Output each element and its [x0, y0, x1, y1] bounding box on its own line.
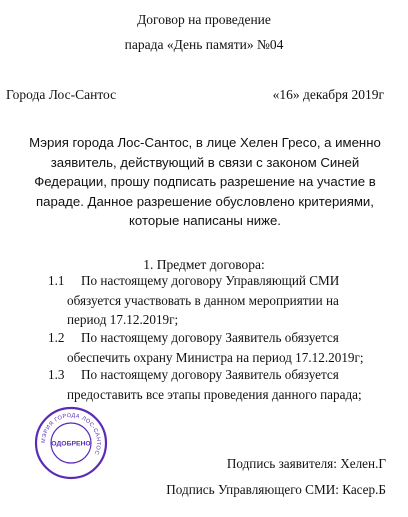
- stamp-center-text: ОДОБРЕНО: [51, 440, 91, 448]
- signature-manager: Подпись Управляющего СМИ: Касер.Б: [166, 482, 386, 497]
- date-label: «16» декабря 2019г: [272, 87, 384, 102]
- intro-line: которые написаны ниже.: [129, 213, 281, 228]
- intro-line: параде. Данное разрешение обусловлено критериями,: [36, 193, 374, 209]
- title-line-2: парада «День памяти» №04: [124, 37, 284, 52]
- item-text: обеспечить охрану Министра на период 17.12.2019г;: [67, 349, 364, 365]
- item-text: предоставить все этапы проведения данного парада;: [67, 386, 362, 402]
- title-line-1: Договор на проведение: [137, 12, 271, 27]
- item-text: По настоящему договору Заявитель обязуется: [81, 367, 339, 382]
- section-heading: 1. Предмет договора:: [143, 257, 265, 272]
- item-text: По настоящему договору Управляющий СМИ: [81, 273, 340, 288]
- item-text: период 17.12.2019г;: [67, 312, 179, 327]
- item-text: обязуется участвовать в данном мероприятии на: [67, 292, 339, 308]
- item-number: 1.2: [48, 330, 65, 345]
- stamp-ring-text: МЭРИЯ ГОРОДА ЛОС-САНТОС: [40, 412, 102, 456]
- item-text: По настоящему договору Заявитель обязуется: [81, 330, 339, 345]
- item-number: 1.3: [48, 367, 65, 382]
- approval-stamp: [34, 406, 108, 480]
- intro-line: заявитель, действующий в связи с законом Синей: [50, 154, 360, 170]
- contract-item: [48, 328, 364, 367]
- city-label: Города Лос-Сантос: [6, 87, 117, 102]
- intro-paragraph: [10, 133, 400, 231]
- signature-applicant: Подпись заявителя: Хелен.Г: [226, 456, 386, 471]
- contract-item: [48, 365, 362, 404]
- item-number: 1.1: [48, 273, 65, 288]
- intro-line: Мэрия города Лос-Сантос, в лице Хелен Гресо, а именно: [29, 135, 381, 150]
- contract-item: [48, 271, 339, 330]
- intro-line: Федерации, прошу подписать разрешение на участие в: [34, 174, 376, 189]
